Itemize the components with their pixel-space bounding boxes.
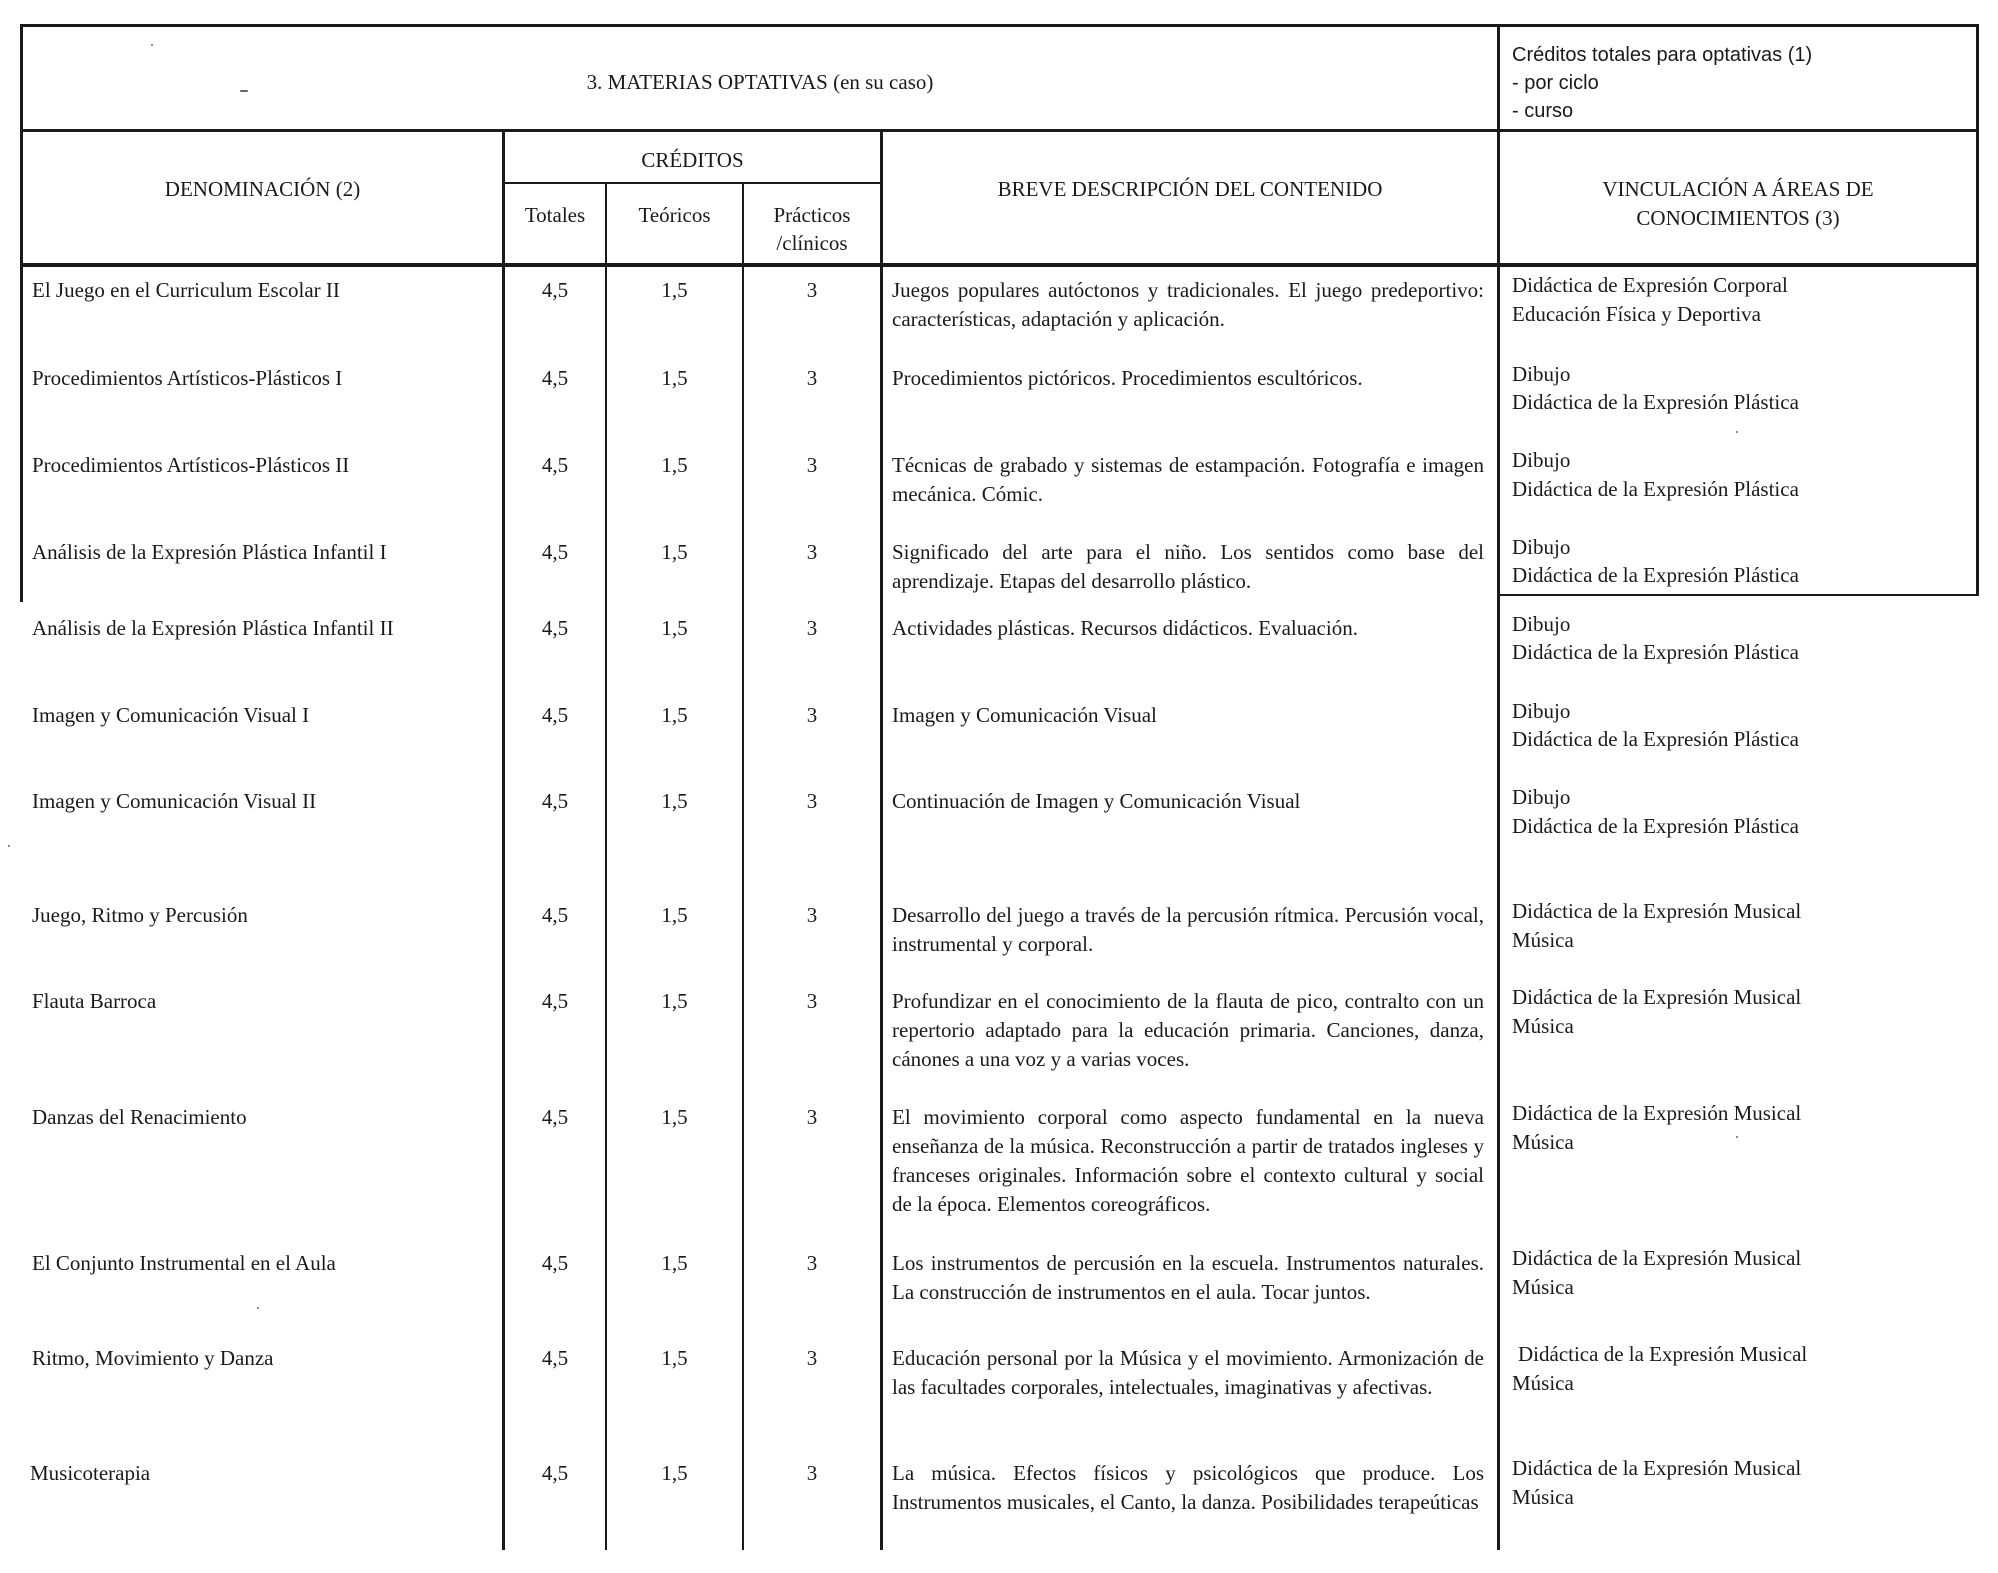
- scan-speck: [240, 90, 248, 92]
- scan-speck: [151, 44, 153, 46]
- knowledge-area-1: Dibujo: [1512, 612, 1571, 636]
- credits-totales: 4,5: [541, 989, 569, 1013]
- credits-teoricos: 1,5: [661, 1346, 688, 1370]
- credits-note-line-1: Créditos totales para optativas (1): [1512, 44, 1813, 66]
- credits-practicos: 3: [806, 1105, 818, 1129]
- header-denominacion: DENOMINACIÓN (2): [164, 177, 361, 201]
- content-description: Profundizar en el conocimiento de la flauta de pico, contralto con un repertorio adaptado para la educación primaria. Canciones, danza, cánones a una voz y a varias voces.: [892, 989, 1484, 1071]
- credits-teoricos: 1,5: [661, 1461, 688, 1485]
- header-vinculacion-line-2: CONOCIMIENTOS (3): [1636, 206, 1840, 230]
- header-totales: Totales: [524, 203, 586, 227]
- credits-practicos: 3: [806, 903, 818, 927]
- credits-teoricos: 1,5: [661, 616, 688, 640]
- content-description: Significado del arte para el niño. Los sentidos como base del aprendizaje. Etapas del desarrollo plástico.: [892, 540, 1484, 593]
- subject-name: Procedimientos Artísticos-Plásticos I: [32, 366, 343, 390]
- knowledge-area-2: Didáctica de la Expresión Plástica: [1512, 727, 1799, 751]
- credits-practicos: 3: [806, 616, 818, 640]
- content-description: El movimiento corporal como aspecto fundamental en la nueva enseñanza de la música. Reconstrucción a partir de tratados ingleses y franceses originales. Información sobre el contexto cultural y social de la época. Elementos coreográficos.: [892, 1105, 1484, 1216]
- content-description: Técnicas de grabado y sistemas de estampación. Fotografía e imagen mecánica. Cómic.: [892, 453, 1484, 506]
- knowledge-area-1: Didáctica de la Expresión Musical: [1512, 1456, 1802, 1480]
- credits-teoricos: 1,5: [661, 989, 688, 1013]
- credits-totales: 4,5: [541, 789, 569, 813]
- knowledge-area-1: Didáctica de la Expresión Musical: [1512, 985, 1802, 1009]
- subject-name: Análisis de la Expresión Plástica Infantil II: [32, 616, 394, 640]
- scan-speck: [257, 1307, 259, 1309]
- knowledge-area-2: Didáctica de la Expresión Plástica: [1512, 814, 1799, 838]
- top-border: [20, 24, 1978, 27]
- content-description: Actividades plásticas. Recursos didácticos. Evaluación.: [892, 616, 1358, 640]
- creditos-divider: [503, 182, 883, 184]
- credits-practicos: 3: [806, 703, 818, 727]
- left-border: [20, 24, 23, 602]
- credits-totales: 4,5: [541, 703, 569, 727]
- credits-practicos: 3: [806, 989, 818, 1013]
- credits-practicos: 3: [806, 453, 818, 477]
- column-header-bottom: [20, 263, 1978, 267]
- section-title: 3. MATERIAS OPTATIVAS (en su caso): [586, 70, 934, 94]
- subject-name: Musicoterapia: [30, 1461, 151, 1485]
- knowledge-area-1: Dibujo: [1512, 699, 1571, 723]
- credits-teoricos: 1,5: [661, 1105, 688, 1129]
- subject-name: Análisis de la Expresión Plástica Infantil I: [32, 540, 387, 564]
- credits-practicos: 3: [806, 1251, 818, 1275]
- divider-description-areas: [1497, 24, 1500, 1550]
- content-description: Procedimientos pictóricos. Procedimientos escultóricos.: [892, 366, 1363, 390]
- scan-speck: [8, 845, 10, 847]
- right-border: [1976, 24, 1979, 596]
- credits-totales: 4,5: [541, 366, 569, 390]
- header-vinculacion-line-1: VINCULACIÓN A ÁREAS DE: [1602, 177, 1874, 201]
- credits-totales: 4,5: [541, 903, 569, 927]
- credits-totales: 4,5: [541, 1461, 569, 1485]
- content-description: Juegos populares autóctonos y tradicionales. El juego predeportivo: características, adaptación y aplicación.: [892, 278, 1484, 331]
- knowledge-area-1: Didáctica de la Expresión Musical: [1512, 1246, 1802, 1270]
- subject-name: Juego, Ritmo y Percusión: [32, 903, 248, 927]
- credits-teoricos: 1,5: [661, 789, 688, 813]
- credits-teoricos: 1,5: [661, 453, 688, 477]
- knowledge-area-1: Dibujo: [1512, 362, 1571, 386]
- credits-teoricos: 1,5: [661, 366, 688, 390]
- divider-credits-description: [880, 130, 883, 1550]
- credits-teoricos: 1,5: [661, 1251, 688, 1275]
- knowledge-area-2: Música: [1512, 1014, 1574, 1038]
- knowledge-area-2: Música: [1512, 1130, 1574, 1154]
- header-practicos-line-1: Prácticos: [773, 203, 851, 227]
- subject-name: Ritmo, Movimiento y Danza: [32, 1346, 274, 1370]
- credits-teoricos: 1,5: [661, 540, 688, 564]
- credits-totales: 4,5: [541, 453, 569, 477]
- knowledge-area-2: Educación Física y Deportiva: [1512, 302, 1762, 326]
- header-practicos-line-2: /clínicos: [776, 231, 848, 255]
- knowledge-area-1: Didáctica de la Expresión Musical: [1518, 1342, 1808, 1366]
- content-description: Imagen y Comunicación Visual: [892, 703, 1157, 727]
- knowledge-area-2: Didáctica de la Expresión Plástica: [1512, 477, 1799, 501]
- credits-practicos: 3: [806, 366, 818, 390]
- content-description: Continuación de Imagen y Comunicación Visual: [892, 789, 1301, 813]
- content-description: Desarrollo del juego a través de la percusión rítmica. Percusión vocal, instrumental y corporal.: [892, 903, 1484, 956]
- credits-practicos: 3: [806, 278, 818, 302]
- credits-teoricos: 1,5: [661, 903, 688, 927]
- scan-speck: [1736, 1136, 1738, 1138]
- credits-teoricos: 1,5: [661, 703, 688, 727]
- knowledge-area-2: Música: [1512, 928, 1574, 952]
- subject-name: El Juego en el Curriculum Escolar II: [32, 278, 340, 302]
- knowledge-area-1: Dibujo: [1512, 448, 1571, 472]
- knowledge-area-2: Música: [1512, 1485, 1574, 1509]
- credits-totales: 4,5: [541, 278, 569, 302]
- credits-note-line-2: - por ciclo: [1512, 72, 1599, 94]
- areas-partial-line: [1500, 594, 1978, 596]
- subject-name: Imagen y Comunicación Visual I: [32, 703, 310, 727]
- subject-name: Imagen y Comunicación Visual II: [32, 789, 317, 813]
- knowledge-area-2: Música: [1512, 1275, 1574, 1299]
- subject-name: Procedimientos Artísticos-Plásticos II: [32, 453, 350, 477]
- knowledge-area-2: Didáctica de la Expresión Plástica: [1512, 640, 1799, 664]
- content-description: Educación personal por la Música y el movimiento. Armonización de las facultades corporales, intelectuales, imaginativas y afectivas.: [892, 1346, 1484, 1399]
- credits-note-line-3: - curso: [1512, 100, 1574, 122]
- header-divider: [20, 129, 1978, 132]
- subject-name: Flauta Barroca: [32, 989, 157, 1013]
- divider-name-credits: [502, 130, 505, 1550]
- credits-teoricos: 1,5: [661, 278, 688, 302]
- content-description: Los instrumentos de percusión en la escuela. Instrumentos naturales. La construcción de instrumentos en el aula. Tocar juntos.: [892, 1251, 1484, 1304]
- subject-name: Danzas del Renacimiento: [32, 1105, 247, 1129]
- credits-practicos: 3: [806, 540, 818, 564]
- knowledge-area-1: Dibujo: [1512, 785, 1571, 809]
- credits-practicos: 3: [806, 1346, 818, 1370]
- knowledge-area-1: Didáctica de la Expresión Musical: [1512, 899, 1802, 923]
- header-descripcion: BREVE DESCRIPCIÓN DEL CONTENIDO: [997, 177, 1383, 201]
- knowledge-area-2: Música: [1512, 1371, 1574, 1395]
- credits-totales: 4,5: [541, 540, 569, 564]
- knowledge-area-2: Didáctica de la Expresión Plástica: [1512, 390, 1799, 414]
- knowledge-area-2: Didáctica de la Expresión Plástica: [1512, 563, 1799, 587]
- knowledge-area-1: Didáctica de la Expresión Musical: [1512, 1101, 1802, 1125]
- credits-practicos: 3: [806, 789, 818, 813]
- credits-totales: 4,5: [541, 1251, 569, 1275]
- header-teoricos: Teóricos: [638, 203, 711, 227]
- knowledge-area-1: Dibujo: [1512, 535, 1571, 559]
- knowledge-area-1: Didáctica de Expresión Corporal: [1512, 273, 1788, 297]
- subject-name: El Conjunto Instrumental en el Aula: [32, 1251, 336, 1275]
- content-description: La música. Efectos físicos y psicológicos que produce. Los Instrumentos musicales, el Canto, la danza. Posibilidades terapeúticas: [892, 1461, 1484, 1514]
- credits-practicos: 3: [806, 1461, 818, 1485]
- credits-totales: 4,5: [541, 616, 569, 640]
- scan-speck: [1736, 431, 1738, 433]
- credits-totales: 4,5: [541, 1105, 569, 1129]
- credits-totales: 4,5: [541, 1346, 569, 1370]
- header-creditos: CRÉDITOS: [641, 148, 744, 172]
